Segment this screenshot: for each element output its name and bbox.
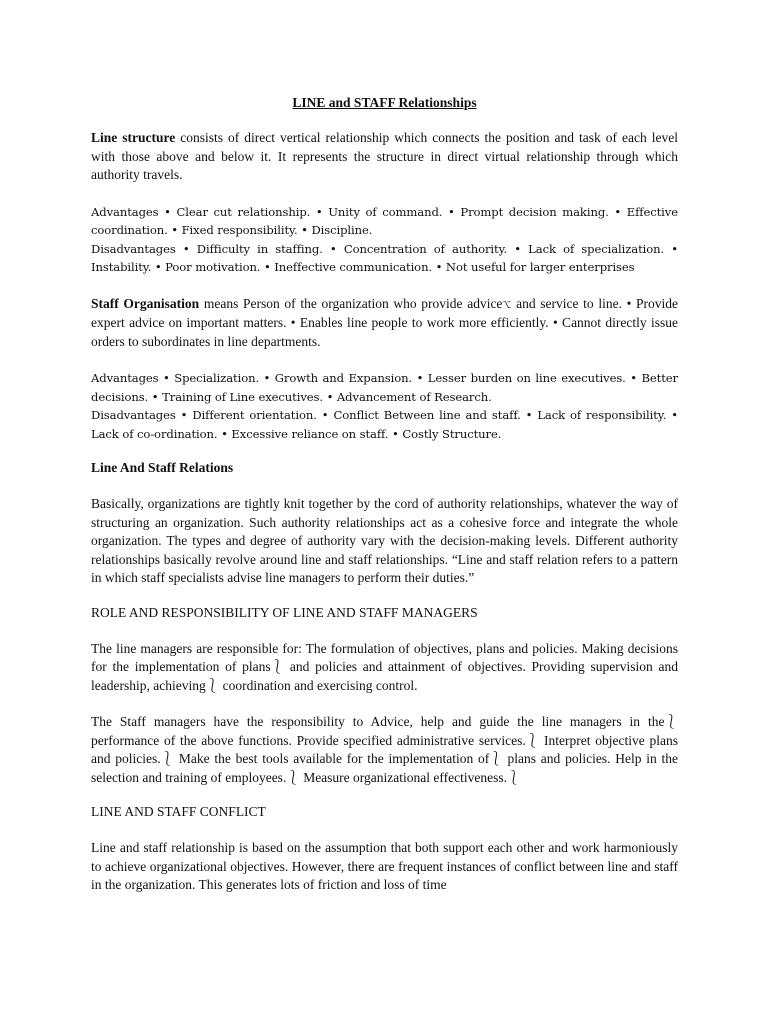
- document-title: LINE and STAFF Relationships: [292, 95, 477, 110]
- line-structure-lead: Line structure: [91, 130, 176, 145]
- line-structure-paragraph: [91, 129, 678, 185]
- placeholder-glyph-icon: ⌥: [502, 299, 512, 310]
- document-body: [91, 94, 678, 895]
- line-structure-text: consists of direct vertical relationship which connects the position and task of each level with those above and below it. It represents the structure in direct virtual relationship through which authority travels.: [91, 130, 678, 182]
- line-advantages: Advantages • Clear cut relationship. • Unity of command. • Prompt decision making. • Effective coordination. • Fixed responsibility. • Discipline.: [91, 204, 678, 237]
- conflict-heading: LINE AND STAFF CONFLICT: [91, 804, 266, 819]
- role-heading: ROLE AND RESPONSIBILITY OF LINE AND STAFF MANAGERS: [91, 604, 478, 620]
- staff-disadvantages: Disadvantages • Different orientation. • Conflict Between line and staff. • Lack of responsibility. • Lack of co-ordination. • Excessive reliance on staff. • Costly Structure.: [91, 408, 678, 441]
- staff-organisation-lead: Staff Organisation: [91, 295, 200, 311]
- staff-organisation-text: means Person of the organization who provide advice: [199, 295, 503, 311]
- staff-managers-paragraph: The Staff managers have the responsibility to Advice, help and guide the line managers in the⎱ performance of the above functions. Provide specified administrative services.⎱ Interpret objective plans and policies.⎱ Make the best tools available for the implementation of⎱ plans and policies. Help in the selection and training of employees.⎱ Measure organizational effectiveness.⎱: [91, 714, 678, 785]
- line-disadvantages: Disadvantages • Difficulty in staffing. • Concentration of authority. • Lack of specialization. • Instability. • Poor motivation. • Ineffective communication. • Not useful for larger enterprises: [91, 241, 678, 274]
- staff-advantages: Advantages • Specialization. • Growth and Expansion. • Lesser burden on line executives. • Better decisions. • Training of Line executives. • Advancement of Research.: [91, 371, 678, 404]
- staff-organisation-text2: and service to line. • Provide expert advice on important matters. • Enables line people to work more efficiently. • Cannot directly issue orders to subordinates in line departments.: [91, 295, 678, 349]
- relations-heading: Line And Staff Relations: [91, 460, 234, 475]
- conflict-paragraph: Line and staff relationship is based on the assumption that both support each other and work harmoniously to achieve organizational objectives. However, there are frequent instances of conflict between line and staff in the organization. This generates lots of friction and loss of time: [91, 840, 678, 892]
- staff-organisation-paragraph: [91, 295, 678, 352]
- line-managers-paragraph: The line managers are responsible for: The formulation of objectives, plans and policies. Making decisions for the implementation of plans⎱ and policies and attainment of objectives. Providing supervision and leadership, achieving⎱ coordination and exercising control.: [91, 640, 678, 693]
- relations-paragraph: Basically, organizations are tightly knit together by the cord of authority relationships, whatever the way of structuring an organization. Such authority relationships act as a cohesive force and integrate the whole organization. The types and degree of authority vary with the decision-making levels. Different authority relationships basically revolve around line and staff relationships. “Line and staff relation refers to a pattern in which staff specialists advise line managers to perform their duties.”: [91, 496, 678, 585]
